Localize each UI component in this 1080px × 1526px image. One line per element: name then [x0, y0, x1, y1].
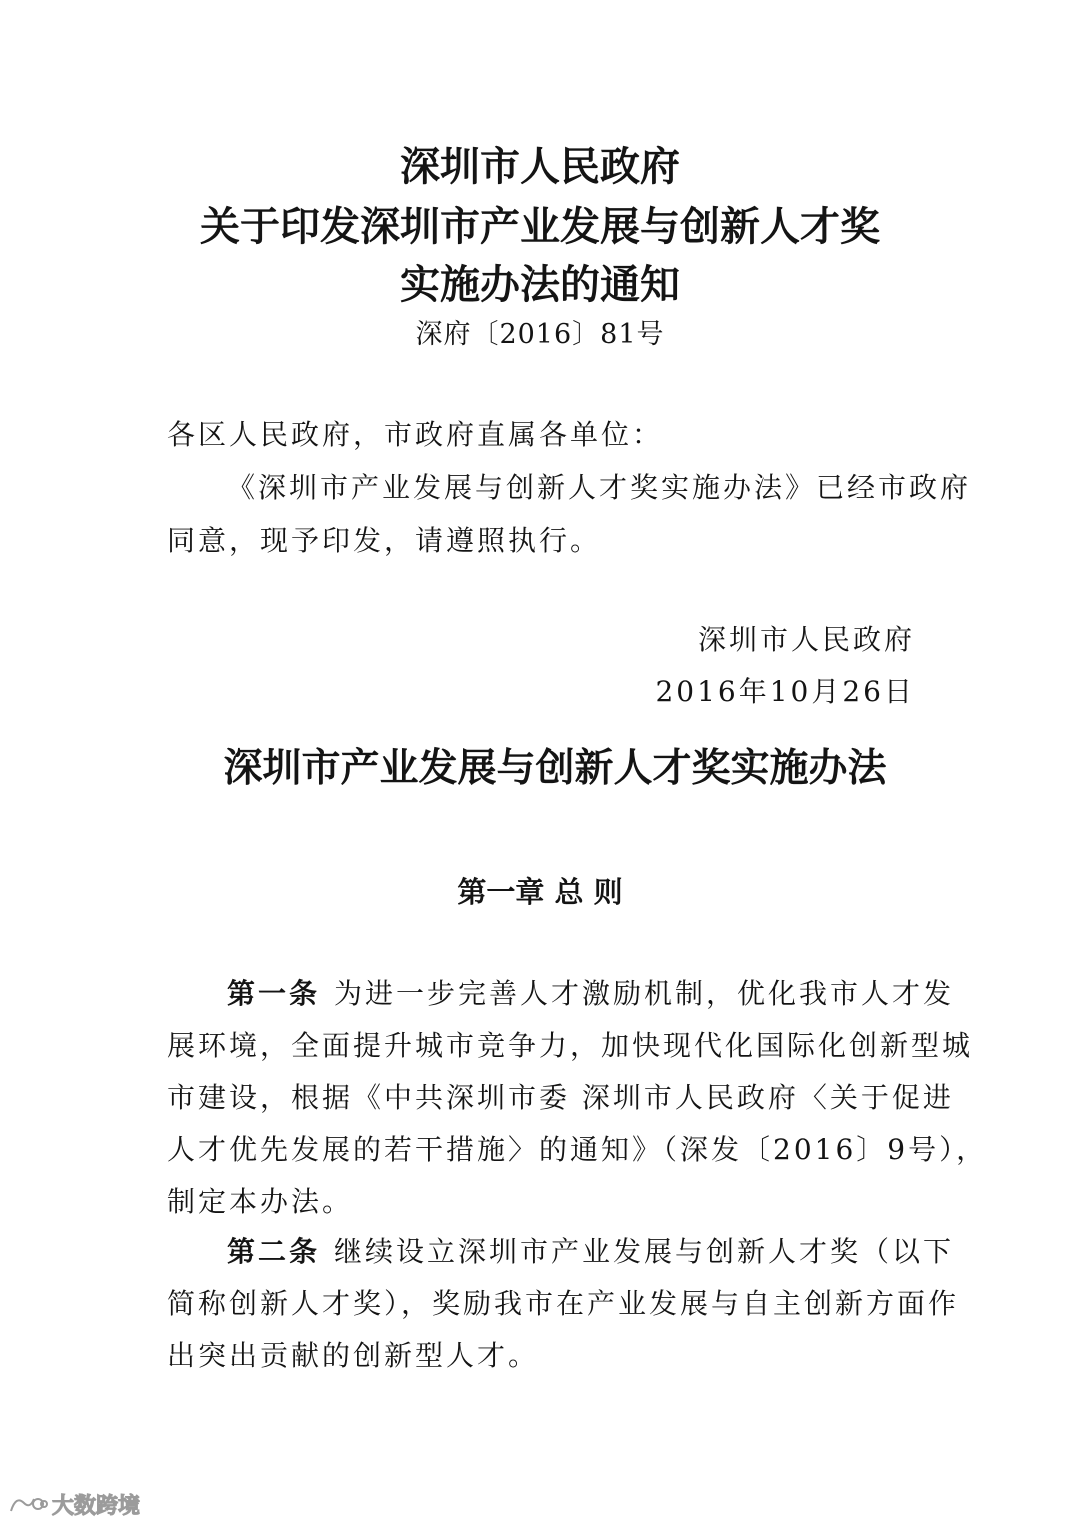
article-1-line: 人才优先发展的若干措施〉的通知》（深发〔2016〕9号）， [167, 1133, 988, 1166]
article-2-text: 继续设立深圳市产业发展与创新人才奖（以下 [334, 1235, 955, 1268]
signature-date: 2016年10月26日 [655, 675, 915, 708]
article-1-line: 展环境，全面提升城市竞争力，加快现代化国际化创新型城 [167, 1029, 974, 1062]
notice-title-line-1: 深圳市人民政府 [400, 144, 680, 190]
chapter-heading: 第一章 总 则 [457, 875, 623, 909]
article-1-line: 制定本办法。 [167, 1185, 354, 1218]
notice-title-line-2: 关于印发深圳市产业发展与创新人才奖 [200, 204, 880, 250]
article-2-label: 第二条 [227, 1235, 321, 1268]
article-2-line: 简称创新人才奖），奖励我市在产业发展与自主创新方面作 [167, 1287, 960, 1320]
salutation: 各区人民政府，市政府直属各单位： [167, 418, 664, 451]
notice-body-line-1: 《深圳市产业发展与创新人才奖实施办法》已经市政府 [227, 471, 972, 504]
document-number: 深府〔2016〕81号 [415, 319, 665, 350]
notice-body-line-2: 同意，现予印发，请遵照执行。 [167, 524, 602, 557]
signature-organization: 深圳市人民政府 [697, 623, 915, 656]
article-2-line: 出突出贡献的创新型人才。 [167, 1339, 540, 1372]
watermark [8, 1490, 140, 1518]
watermark-text: 大数跨境 [52, 1493, 141, 1519]
dashuju-logo-icon [8, 1493, 48, 1515]
notice-title-line-3: 实施办法的通知 [400, 262, 680, 308]
article-1-first-line [227, 972, 954, 1012]
article-2-first-line [227, 1230, 954, 1270]
article-1-line: 市建设，根据《中共深圳市委 深圳市人民政府〈关于促进 [167, 1081, 954, 1114]
article-1-text: 为进一步完善人才激励机制，优化我市人才发 [334, 977, 955, 1010]
regulation-title: 深圳市产业发展与创新人才奖实施办法 [223, 746, 887, 791]
article-1-label: 第一条 [227, 977, 321, 1010]
